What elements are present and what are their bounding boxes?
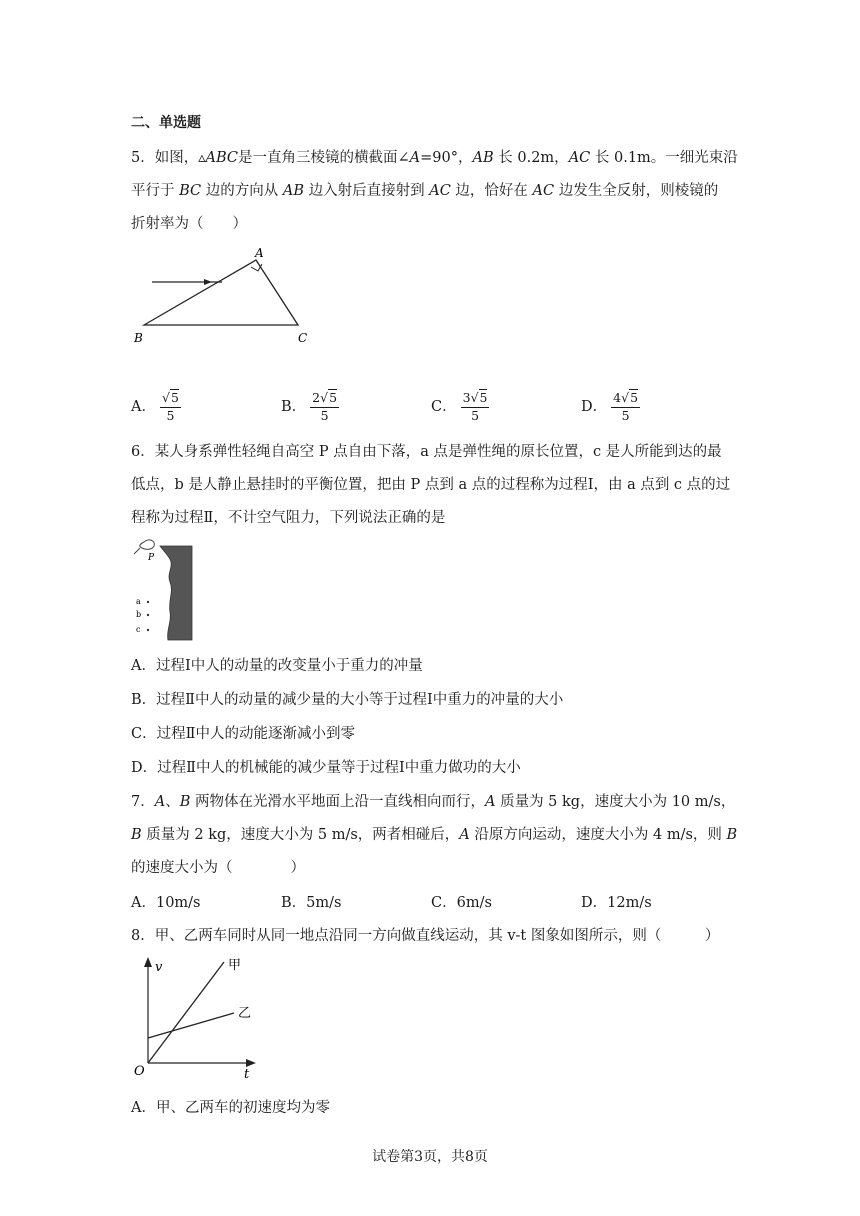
line-yi [148, 1013, 234, 1038]
q6-line-3: 程称为过程Ⅱ，不计空气阻力，下列说法正确的是 [131, 510, 446, 526]
q7-line-1: 7．A、B 两物体在光滑水平地面上沿一直线相向而行，A 质量为 5 kg，速度大小为 10 m/s， [131, 794, 736, 810]
q7-option-b[interactable]: B．5m/s [281, 895, 342, 911]
triangle-abc-symbol: ▵ABC [198, 150, 239, 166]
q8-option-a[interactable]: A．甲、乙两车的初速度均为零 [131, 1100, 330, 1116]
q7-line-3: 的速度大小为（ ） [131, 860, 305, 876]
q7-option-c[interactable]: C．6m/s [431, 895, 492, 911]
series-label-yi: 乙 [238, 1006, 252, 1021]
q7-option-a[interactable]: A．10m/s [131, 895, 201, 911]
q8-line-1: 8．甲、乙两车同时从同一地点沿同一方向做直线运动，其 v-t 图象如图所示，则（ ） [131, 928, 720, 944]
line-jia [148, 962, 224, 1063]
vertex-label-c: C [298, 331, 308, 345]
point-label-c: c [136, 625, 141, 634]
t-axis-arrow-icon [246, 1059, 256, 1067]
q7-line-2: B 质量为 2 kg，速度大小为 5 m/s，两者相碰后，A 沿原方向运动，速度大小为 4 m/s，则 B [131, 827, 738, 843]
origin-label: O [134, 1064, 145, 1079]
q6-option-d[interactable]: D．过程Ⅱ中人的机械能的减少量等于过程Ⅰ中重力做功的大小 [131, 760, 521, 776]
cliff-shape [160, 546, 192, 640]
q5-line-2: 平行于 BC 边的方向从 AB 边入射后直接射到 AC 边，恰好在 AC 边发生全反射，则棱镜的 [131, 183, 719, 199]
axis-label-t: t [244, 1067, 250, 1080]
series-label-jia: 甲 [228, 958, 242, 973]
right-angle-mark [251, 264, 262, 271]
v-axis-arrow-icon [144, 957, 152, 967]
prism-figure [130, 244, 320, 349]
q5-option-a[interactable]: A． $\frac{√5}{5}$ [131, 390, 179, 423]
vertex-label-a: A [255, 246, 264, 260]
bungee-figure [130, 538, 196, 644]
q5-line-1: 5．如图，▵ABC是一直角三棱镜的横截面∠A=90°，AB 长 0.2m，AC 长 0.1m。一细光束沿 [131, 150, 738, 166]
q5-option-d[interactable]: D． $\frac{4√5}{5}$ [581, 390, 639, 423]
point-label-a: a [136, 597, 141, 606]
point-label-b: b [136, 610, 142, 619]
axis-label-v: v [155, 960, 163, 975]
q6-line-2: 低点，b 是人静止悬挂时的平衡位置，把由 P 点到 a 点的过程称为过程Ⅰ，由 a 点到 c 点的过 [131, 477, 731, 493]
q6-line-1: 6．某人身系弹性轻绳自高空 P 点自由下落，a 点是弹性绳的原长位置，c 是人所能到达的最 [131, 444, 722, 460]
ray-arrow-icon [204, 279, 212, 285]
jumper-icon [140, 540, 154, 549]
q5-option-c[interactable]: C． $\frac{3√5}{5}$ [431, 390, 488, 423]
point-label-p: P [148, 553, 155, 563]
q6-option-a[interactable]: A．过程Ⅰ中人的动量的改变量小于重力的冲量 [131, 658, 423, 674]
q6-option-c[interactable]: C．过程Ⅱ中人的动能逐渐减小到零 [131, 726, 355, 742]
vt-graph-figure [130, 955, 260, 1080]
prism-triangle [144, 260, 298, 325]
q5-option-b[interactable]: B． $\frac{2√5}{5}$ [281, 390, 338, 423]
vertex-label-b: B [134, 331, 143, 345]
q5-line-3: 折射率为（ ） [131, 216, 247, 232]
q7-option-d[interactable]: D．12m/s [581, 895, 652, 911]
q6-option-b[interactable]: B．过程Ⅱ中人的动量的减少量的大小等于过程Ⅰ中重力的冲量的大小 [131, 692, 564, 708]
page-footer: 试卷第3页，共8页 [372, 1149, 488, 1165]
section-title: 二、单选题 [131, 115, 201, 131]
